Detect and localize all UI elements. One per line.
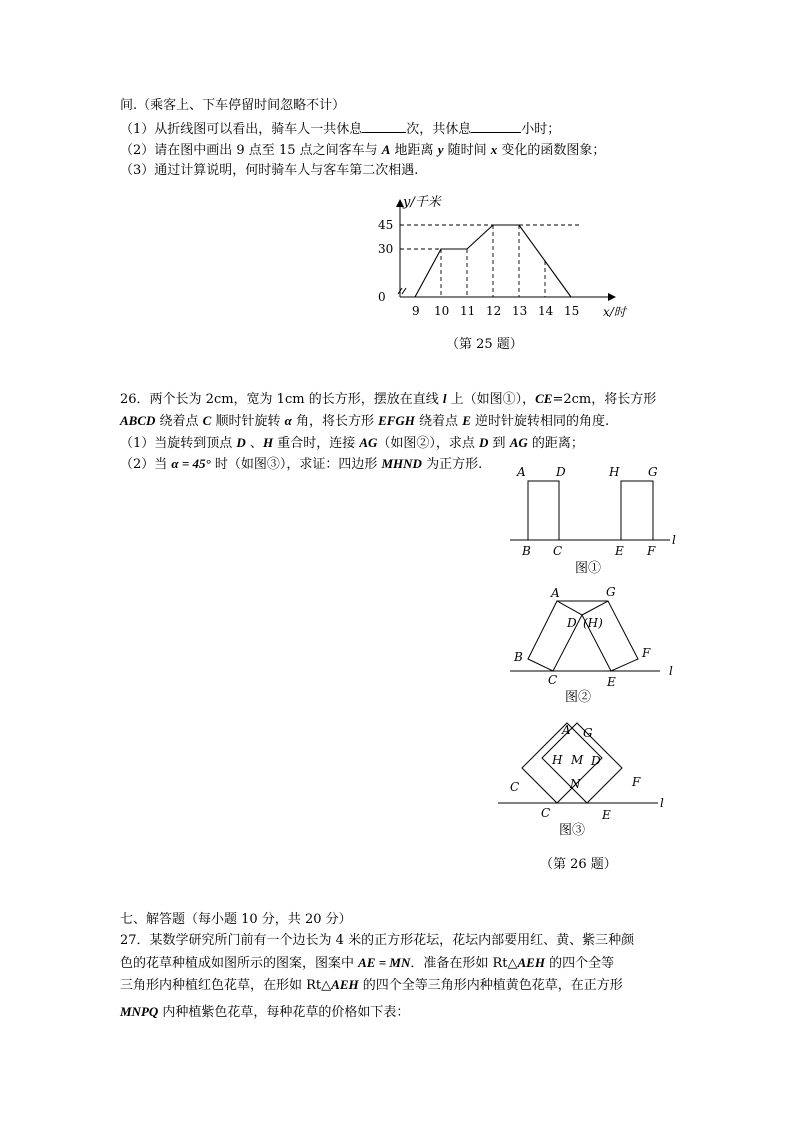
q26-line-3: （1）当旋转到顶点 D 、H 重合时，连接 AG（如图②），求点 D 到 AG 的距离； xyxy=(120,435,584,451)
label-G: G xyxy=(606,585,616,599)
rectangle-abcd-rotated xyxy=(528,601,582,671)
label-l: l xyxy=(660,796,664,810)
q25-line-3: （2）请在图中画出 9 点至 15 点之间客车与 A 地距离 y 随时间 x 变化的函数图象； xyxy=(120,142,606,158)
label-l: l xyxy=(669,664,673,678)
figure-2 xyxy=(505,582,685,707)
figure-1 xyxy=(505,462,685,577)
label-D: D xyxy=(556,465,566,479)
rectangle-efgh xyxy=(621,481,653,540)
label-M: M xyxy=(571,753,584,767)
x-tick-label-12: 12 xyxy=(486,304,502,318)
label-E: E xyxy=(615,544,624,558)
rectangle-efgh-rotated xyxy=(582,601,638,671)
rectangle-abcd xyxy=(528,481,559,540)
q26-line-2: ABCD 绕着点 C 顺时针旋转 α 角，将长方形 EFGH 绕着点 E 逆时针旋转相同的角度. xyxy=(120,413,610,429)
figure-1-caption: 图① xyxy=(575,561,602,576)
label-A: A xyxy=(517,465,526,479)
q27-line-2: 色的花草种植成如图所示的图案，图案中 AE = MN．准备在形如 Rt△AEH 的四个全等 xyxy=(120,955,615,971)
q25-caption: （第 25 题） xyxy=(446,337,523,352)
axis-break-mark xyxy=(398,288,406,294)
label-B: B xyxy=(522,544,531,558)
label-F: F xyxy=(647,544,656,558)
y-axis-label: y/千米 xyxy=(403,195,441,210)
q27-line-1: 27．某数学研究所门前有一个边长为 4 米的正方形花坛，花坛内部要用红、黄、紫三种颜 xyxy=(120,933,635,948)
figure-3 xyxy=(495,718,675,848)
label-G: G xyxy=(583,726,593,740)
q25-line-1: 间.（乘客上、下车停留时间忽略不计） xyxy=(120,98,346,113)
label-G: G xyxy=(648,465,658,479)
q25-line-2: （1）从折线图可以看出，骑车人一共休息 次，共休息 小时； xyxy=(120,122,561,137)
y-tick-label-45: 45 xyxy=(378,218,394,232)
x-axis-label: x/时 xyxy=(603,305,626,319)
label-E: E xyxy=(602,808,611,822)
q26-line-1: 26．两个长为 2cm，宽为 1cm 的长方形，摆放在直线 l 上（如图①），CE=2cm，将长方形 xyxy=(120,391,657,407)
label-C-left: C xyxy=(510,780,520,794)
label-C: C xyxy=(541,806,551,820)
x-tick-label-13: 13 xyxy=(512,304,528,318)
label-F: F xyxy=(642,646,651,660)
label-D: D xyxy=(591,754,601,768)
label-E: E xyxy=(607,675,616,689)
x-tick-label-11: 11 xyxy=(460,304,476,318)
answer-blank-hours[interactable] xyxy=(471,120,521,133)
figure-3-caption: 图③ xyxy=(559,823,586,838)
section-7-title: 七、解答题（每小题 10 分，共 20 分） xyxy=(120,912,352,927)
q25-line-4: （3）通过计算说明，何时骑车人与客车第二次相遇. xyxy=(120,163,419,178)
label-l: l xyxy=(672,533,676,547)
q27-line-4: MNPQ 内种植紫色花草，每种花草的价格如下表： xyxy=(120,1004,410,1020)
label-F: F xyxy=(632,775,641,789)
label-C: C xyxy=(553,544,563,558)
distance-time-chart xyxy=(360,190,630,325)
q26-caption: （第 26 题） xyxy=(540,857,617,872)
y-tick-label-0: 0 xyxy=(378,290,386,304)
label-D: D xyxy=(567,616,577,630)
q26-line-4: （2）当 α = 45° 时（如图③），求证：四边形 MHND 为正方形. xyxy=(120,456,483,472)
label-H: (H) xyxy=(583,616,603,630)
label-C: C xyxy=(548,673,558,687)
label-B: B xyxy=(514,650,523,664)
label-A: A xyxy=(562,723,571,737)
answer-blank-count[interactable] xyxy=(362,120,406,133)
label-H: H xyxy=(552,753,563,767)
x-tick-label-15: 15 xyxy=(564,304,580,318)
label-N: N xyxy=(570,777,581,791)
figure-2-caption: 图② xyxy=(565,690,592,705)
x-tick-label-10: 10 xyxy=(434,304,450,318)
label-A: A xyxy=(551,586,560,600)
y-tick-label-30: 30 xyxy=(378,242,394,256)
x-tick-label-9: 9 xyxy=(412,304,420,318)
x-tick-label-14: 14 xyxy=(538,304,554,318)
label-H: H xyxy=(609,465,620,479)
q27-line-3: 三角形内种植红色花草，在形如 Rt△AEH 的四个全等三角形内种植黄色花草，在正方形 xyxy=(120,977,623,993)
